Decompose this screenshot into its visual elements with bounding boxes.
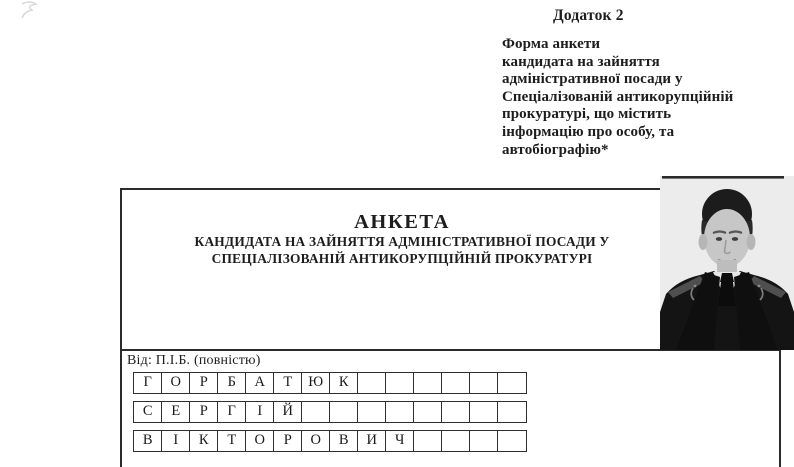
patronymic-row [133, 430, 525, 452]
form-description-line: Форма анкети [502, 36, 601, 52]
letter-cell [469, 401, 499, 423]
letter-cell [413, 372, 443, 394]
letter-grid [133, 372, 525, 459]
letter-cell: Т [273, 372, 303, 394]
form-description-line: адміністративної посади у [502, 71, 683, 88]
letter-cell [497, 401, 527, 423]
letter-cell: А [245, 372, 275, 394]
appendix-label: Додаток 2 [553, 7, 624, 24]
letter-cell [469, 372, 499, 394]
form-description [502, 36, 782, 159]
letter-cell: И [357, 430, 387, 452]
letter-cell: Р [273, 430, 303, 452]
full-name-field-label: Від: П.І.Б. (повністю) [127, 353, 261, 368]
letter-cell: Г [217, 401, 247, 423]
letter-cell [385, 372, 415, 394]
letter-cell [469, 430, 499, 452]
form-title: АНКЕТА [354, 211, 450, 233]
surname-row [133, 372, 525, 394]
letter-cell: В [329, 430, 359, 452]
letter-cell [441, 401, 471, 423]
letter-cell [329, 401, 359, 423]
letter-cell: І [161, 430, 191, 452]
candidate-photo [660, 176, 794, 350]
questionnaire-title-block [122, 190, 682, 267]
letter-cell: Р [189, 401, 219, 423]
letter-cell [357, 401, 387, 423]
letter-cell [497, 430, 527, 452]
given-name-row [133, 401, 525, 423]
letter-cell [441, 372, 471, 394]
letter-cell: Г [133, 372, 163, 394]
letter-cell [497, 372, 527, 394]
portrait-photo-man-in-uniform [660, 176, 794, 350]
form-description-line: інформацію про особу, та [502, 123, 675, 140]
letter-cell: Ч [385, 430, 415, 452]
letter-cell [357, 372, 387, 394]
form-description-line: Спеціалізованій антикорупційній [502, 88, 734, 105]
letter-cell [413, 401, 443, 423]
letter-cell: Е [161, 401, 191, 423]
letter-cell: Ю [301, 372, 331, 394]
letter-cell: Т [217, 430, 247, 452]
letter-cell [413, 430, 443, 452]
letter-cell: О [245, 430, 275, 452]
letter-cell [385, 401, 415, 423]
form-subtitle-line-2: СПЕЦІАЛІЗОВАНІЙ АНТИКОРУПЦІЙНІЙ ПРОКУРАТУРІ [211, 250, 593, 266]
letter-cell: Р [189, 372, 219, 394]
letter-cell: О [301, 430, 331, 452]
form-subtitle-line-1: КАНДИДАТА НА ЗАЙНЯТТЯ АДМІНІСТРАТИВНОЇ ПОСАДИ У [194, 234, 610, 249]
letter-cell: В [133, 430, 163, 452]
letter-cell [301, 401, 331, 423]
letter-cell: К [189, 430, 219, 452]
letter-cell: К [329, 372, 359, 394]
form-description-line: автобіографію* [502, 141, 609, 158]
form-description-line: кандидата на зайняття [502, 53, 660, 70]
letter-cell: Й [273, 401, 303, 423]
letter-cell: Б [217, 372, 247, 394]
letter-cell: І [245, 401, 275, 423]
pencil-smudge [10, 0, 50, 20]
letter-cell: С [133, 401, 163, 423]
letter-cell: О [161, 372, 191, 394]
form-description-line: прокуратурі, що містить [502, 106, 672, 123]
letter-cell [441, 430, 471, 452]
